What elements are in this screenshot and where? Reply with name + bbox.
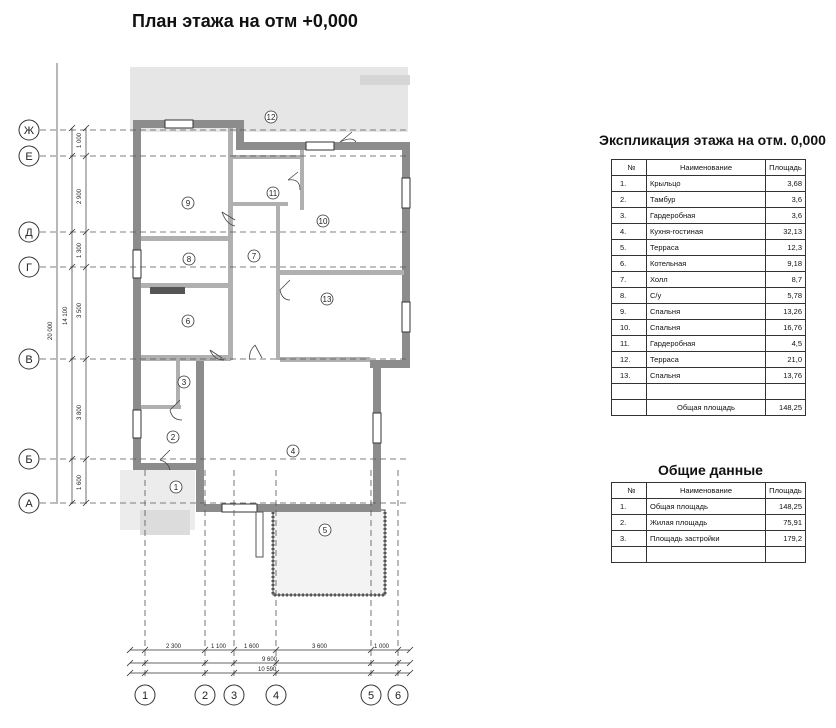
axis-bubble-num-3 <box>224 685 244 705</box>
axis-bubble-num-4 <box>266 685 286 705</box>
cell-area: 75,91 <box>766 515 806 531</box>
cell-empty <box>612 400 647 416</box>
cell-name: Спальня <box>647 320 766 336</box>
cell-area: 32,13 <box>766 224 806 240</box>
axis-bubble-num-5 <box>361 685 381 705</box>
wall-right-upper <box>402 142 410 367</box>
axis-bubble-3 <box>19 222 39 242</box>
interior-walls <box>141 128 404 409</box>
cell-name: Гардеробная <box>647 208 766 224</box>
room-label-2 <box>167 431 179 443</box>
explication-row <box>612 272 806 288</box>
axis-label: Б <box>25 454 33 466</box>
explication-row <box>612 288 806 304</box>
axis-bubble-num-2 <box>195 685 215 705</box>
explication-row <box>612 192 806 208</box>
cell-name: Гардеробная <box>647 336 766 352</box>
general-row <box>612 515 806 531</box>
axis-label: Г <box>26 262 32 274</box>
cell-area: 12,3 <box>766 240 806 256</box>
room-label-8 <box>183 253 195 265</box>
cell-empty <box>612 384 647 400</box>
room-label-5 <box>319 524 331 536</box>
cell-num: 1. <box>612 499 647 515</box>
explication-total-row <box>612 400 806 416</box>
dim-left-seg-3: 3 500 <box>77 302 83 318</box>
cell-num: 6. <box>612 256 647 272</box>
room-label-9 <box>182 197 194 209</box>
windows <box>133 120 410 512</box>
svg-text:7: 7 <box>251 252 257 261</box>
axis-label: А <box>25 498 33 510</box>
svg-text:4: 4 <box>290 447 296 456</box>
svg-text:10: 10 <box>318 217 328 226</box>
svg-text:2: 2 <box>170 433 176 442</box>
explication-row <box>612 224 806 240</box>
dim-left-seg-5: 1 600 <box>77 474 83 490</box>
cell-name: Спальня <box>647 304 766 320</box>
axis-label: 1 <box>141 690 149 702</box>
header-num: № <box>612 160 647 176</box>
header-area: Площадь <box>766 160 806 176</box>
explication-row <box>612 256 806 272</box>
svg-text:8: 8 <box>186 255 192 264</box>
header-name: Наименование <box>647 160 766 176</box>
cell-name: Котельная <box>647 256 766 272</box>
axis-bubble-4 <box>19 257 39 277</box>
axis-label: 2 <box>201 690 209 702</box>
svg-text:9: 9 <box>185 199 191 208</box>
dim-bottom-seg-3: 3 600 <box>312 644 328 650</box>
cell-area: 13,26 <box>766 304 806 320</box>
general-row <box>612 499 806 515</box>
svg-text:6: 6 <box>185 317 191 326</box>
cell-area: 148,25 <box>766 499 806 515</box>
total-value: 148,25 <box>766 400 806 416</box>
cell-empty <box>647 384 766 400</box>
dim-left-seg-4: 3 800 <box>77 404 83 420</box>
room-label-10 <box>317 215 329 227</box>
room-label-1 <box>170 481 182 493</box>
wall-left-kitchen <box>196 360 204 512</box>
explication-row <box>612 352 806 368</box>
cell-num: 2. <box>612 192 647 208</box>
cell-area: 5,78 <box>766 288 806 304</box>
cell-name: Терраса <box>647 352 766 368</box>
axis-bubble-6 <box>19 449 39 469</box>
cell-empty <box>766 547 806 563</box>
room-label-4 <box>287 445 299 457</box>
axis-label: 6 <box>394 690 402 702</box>
cell-num: 13. <box>612 368 647 384</box>
cell-area: 13,76 <box>766 368 806 384</box>
plan-title: План этажа на отм +0,000 <box>132 11 358 31</box>
axis-bubble-1 <box>19 120 39 140</box>
cell-num: 1. <box>612 176 647 192</box>
room-label-11 <box>267 187 279 199</box>
axis-grid-lines <box>40 130 410 680</box>
cell-name: Спальня <box>647 368 766 384</box>
cell-name: Жилая площадь <box>647 515 766 531</box>
wall-top-small <box>236 120 244 142</box>
porch-steps <box>140 510 190 535</box>
cell-area: 21,0 <box>766 352 806 368</box>
wall-bottom-left <box>133 463 203 470</box>
axis-label: 4 <box>272 690 280 702</box>
svg-text:3: 3 <box>181 378 187 387</box>
axis-label: Е <box>25 151 33 163</box>
explication-row <box>612 208 806 224</box>
explication-title: Экспликация этажа на отм. 0,000 <box>599 132 826 148</box>
cell-empty <box>647 547 766 563</box>
exterior-walls <box>133 120 410 512</box>
dim-bottom-seg-2: 1 600 <box>244 644 260 650</box>
explication-row <box>612 368 806 384</box>
cell-num: 2. <box>612 515 647 531</box>
cell-empty <box>612 547 647 563</box>
explication-header-row <box>612 160 806 176</box>
explication-row <box>612 304 806 320</box>
cell-area: 16,76 <box>766 320 806 336</box>
total-label: Общая площадь <box>647 400 766 416</box>
explication-body <box>612 176 806 416</box>
cell-name: Площадь застройки <box>647 531 766 547</box>
cell-num: 12. <box>612 352 647 368</box>
cell-num: 9. <box>612 304 647 320</box>
axis-label: 5 <box>367 690 375 702</box>
dim-left-partial: 14 100 <box>63 306 69 325</box>
cell-area: 3,6 <box>766 192 806 208</box>
explication-row <box>612 320 806 336</box>
cell-area: 8,7 <box>766 272 806 288</box>
cell-name: Терраса <box>647 240 766 256</box>
explication-row <box>612 336 806 352</box>
general-header-num: № <box>612 483 647 499</box>
left-dimension-texts <box>48 132 83 490</box>
cell-num: 3. <box>612 531 647 547</box>
cell-area: 4,5 <box>766 336 806 352</box>
room-label-13 <box>321 293 333 305</box>
svg-text:1: 1 <box>173 483 179 492</box>
cell-num: 3. <box>612 208 647 224</box>
cell-num: 7. <box>612 272 647 288</box>
general-header-name: Наименование <box>647 483 766 499</box>
svg-text:13: 13 <box>322 295 332 304</box>
cell-name: Общая площадь <box>647 499 766 515</box>
general-blank-row <box>612 547 806 563</box>
cell-num: 11. <box>612 336 647 352</box>
svg-text:11: 11 <box>268 189 278 198</box>
cell-area: 3,68 <box>766 176 806 192</box>
svg-text:5: 5 <box>322 526 328 535</box>
dim-left-seg-0: 1 000 <box>77 132 83 148</box>
svg-text:12: 12 <box>266 113 276 122</box>
room-label-7 <box>248 250 260 262</box>
terrace-12-step <box>360 75 410 85</box>
dim-bottom-seg-0: 2 300 <box>166 644 182 650</box>
general-body <box>612 499 806 563</box>
explication-blank-row <box>612 384 806 400</box>
general-title: Общие данные <box>658 462 763 478</box>
axis-label: Ж <box>23 125 35 137</box>
dim-bottom-seg-4: 1 000 <box>374 644 390 650</box>
cell-name: Тамбур <box>647 192 766 208</box>
cell-area: 9,18 <box>766 256 806 272</box>
axis-label: 3 <box>230 690 238 702</box>
axis-bubble-num-1 <box>135 685 155 705</box>
cell-name: С/у <box>647 288 766 304</box>
dim-bottom-mid: 9 600 <box>262 657 278 663</box>
general-header-row <box>612 483 806 499</box>
cell-name: Холл <box>647 272 766 288</box>
terrace-5-area <box>273 510 385 595</box>
general-table <box>611 482 806 563</box>
dim-left-seg-2: 1 300 <box>77 242 83 258</box>
room-label-6 <box>182 315 194 327</box>
cell-name: Кухня-гостиная <box>647 224 766 240</box>
axis-label: Д <box>25 227 33 239</box>
dim-bottom-seg-1: 1 100 <box>211 644 227 650</box>
cell-num: 5. <box>612 240 647 256</box>
cell-area: 179,2 <box>766 531 806 547</box>
axis-bubble-5 <box>19 349 39 369</box>
cell-num: 8. <box>612 288 647 304</box>
dim-bottom-total: 10 590 <box>258 667 277 673</box>
cell-name: Крыльцо <box>647 176 766 192</box>
general-header-area: Площадь <box>766 483 806 499</box>
room-label-12 <box>265 111 277 123</box>
explication-table <box>611 159 806 416</box>
dim-left-total: 20 000 <box>48 321 54 340</box>
dim-left-seg-1: 2 900 <box>77 188 83 204</box>
explication-row <box>612 240 806 256</box>
axis-label: В <box>25 354 33 366</box>
explication-row <box>612 176 806 192</box>
general-row <box>612 531 806 547</box>
cell-area: 3,6 <box>766 208 806 224</box>
axis-bubble-num-6 <box>388 685 408 705</box>
cell-num: 4. <box>612 224 647 240</box>
cell-num: 10. <box>612 320 647 336</box>
room-label-3 <box>178 376 190 388</box>
axis-bubble-2 <box>19 146 39 166</box>
cell-empty <box>766 384 806 400</box>
axis-bubble-7 <box>19 493 39 513</box>
